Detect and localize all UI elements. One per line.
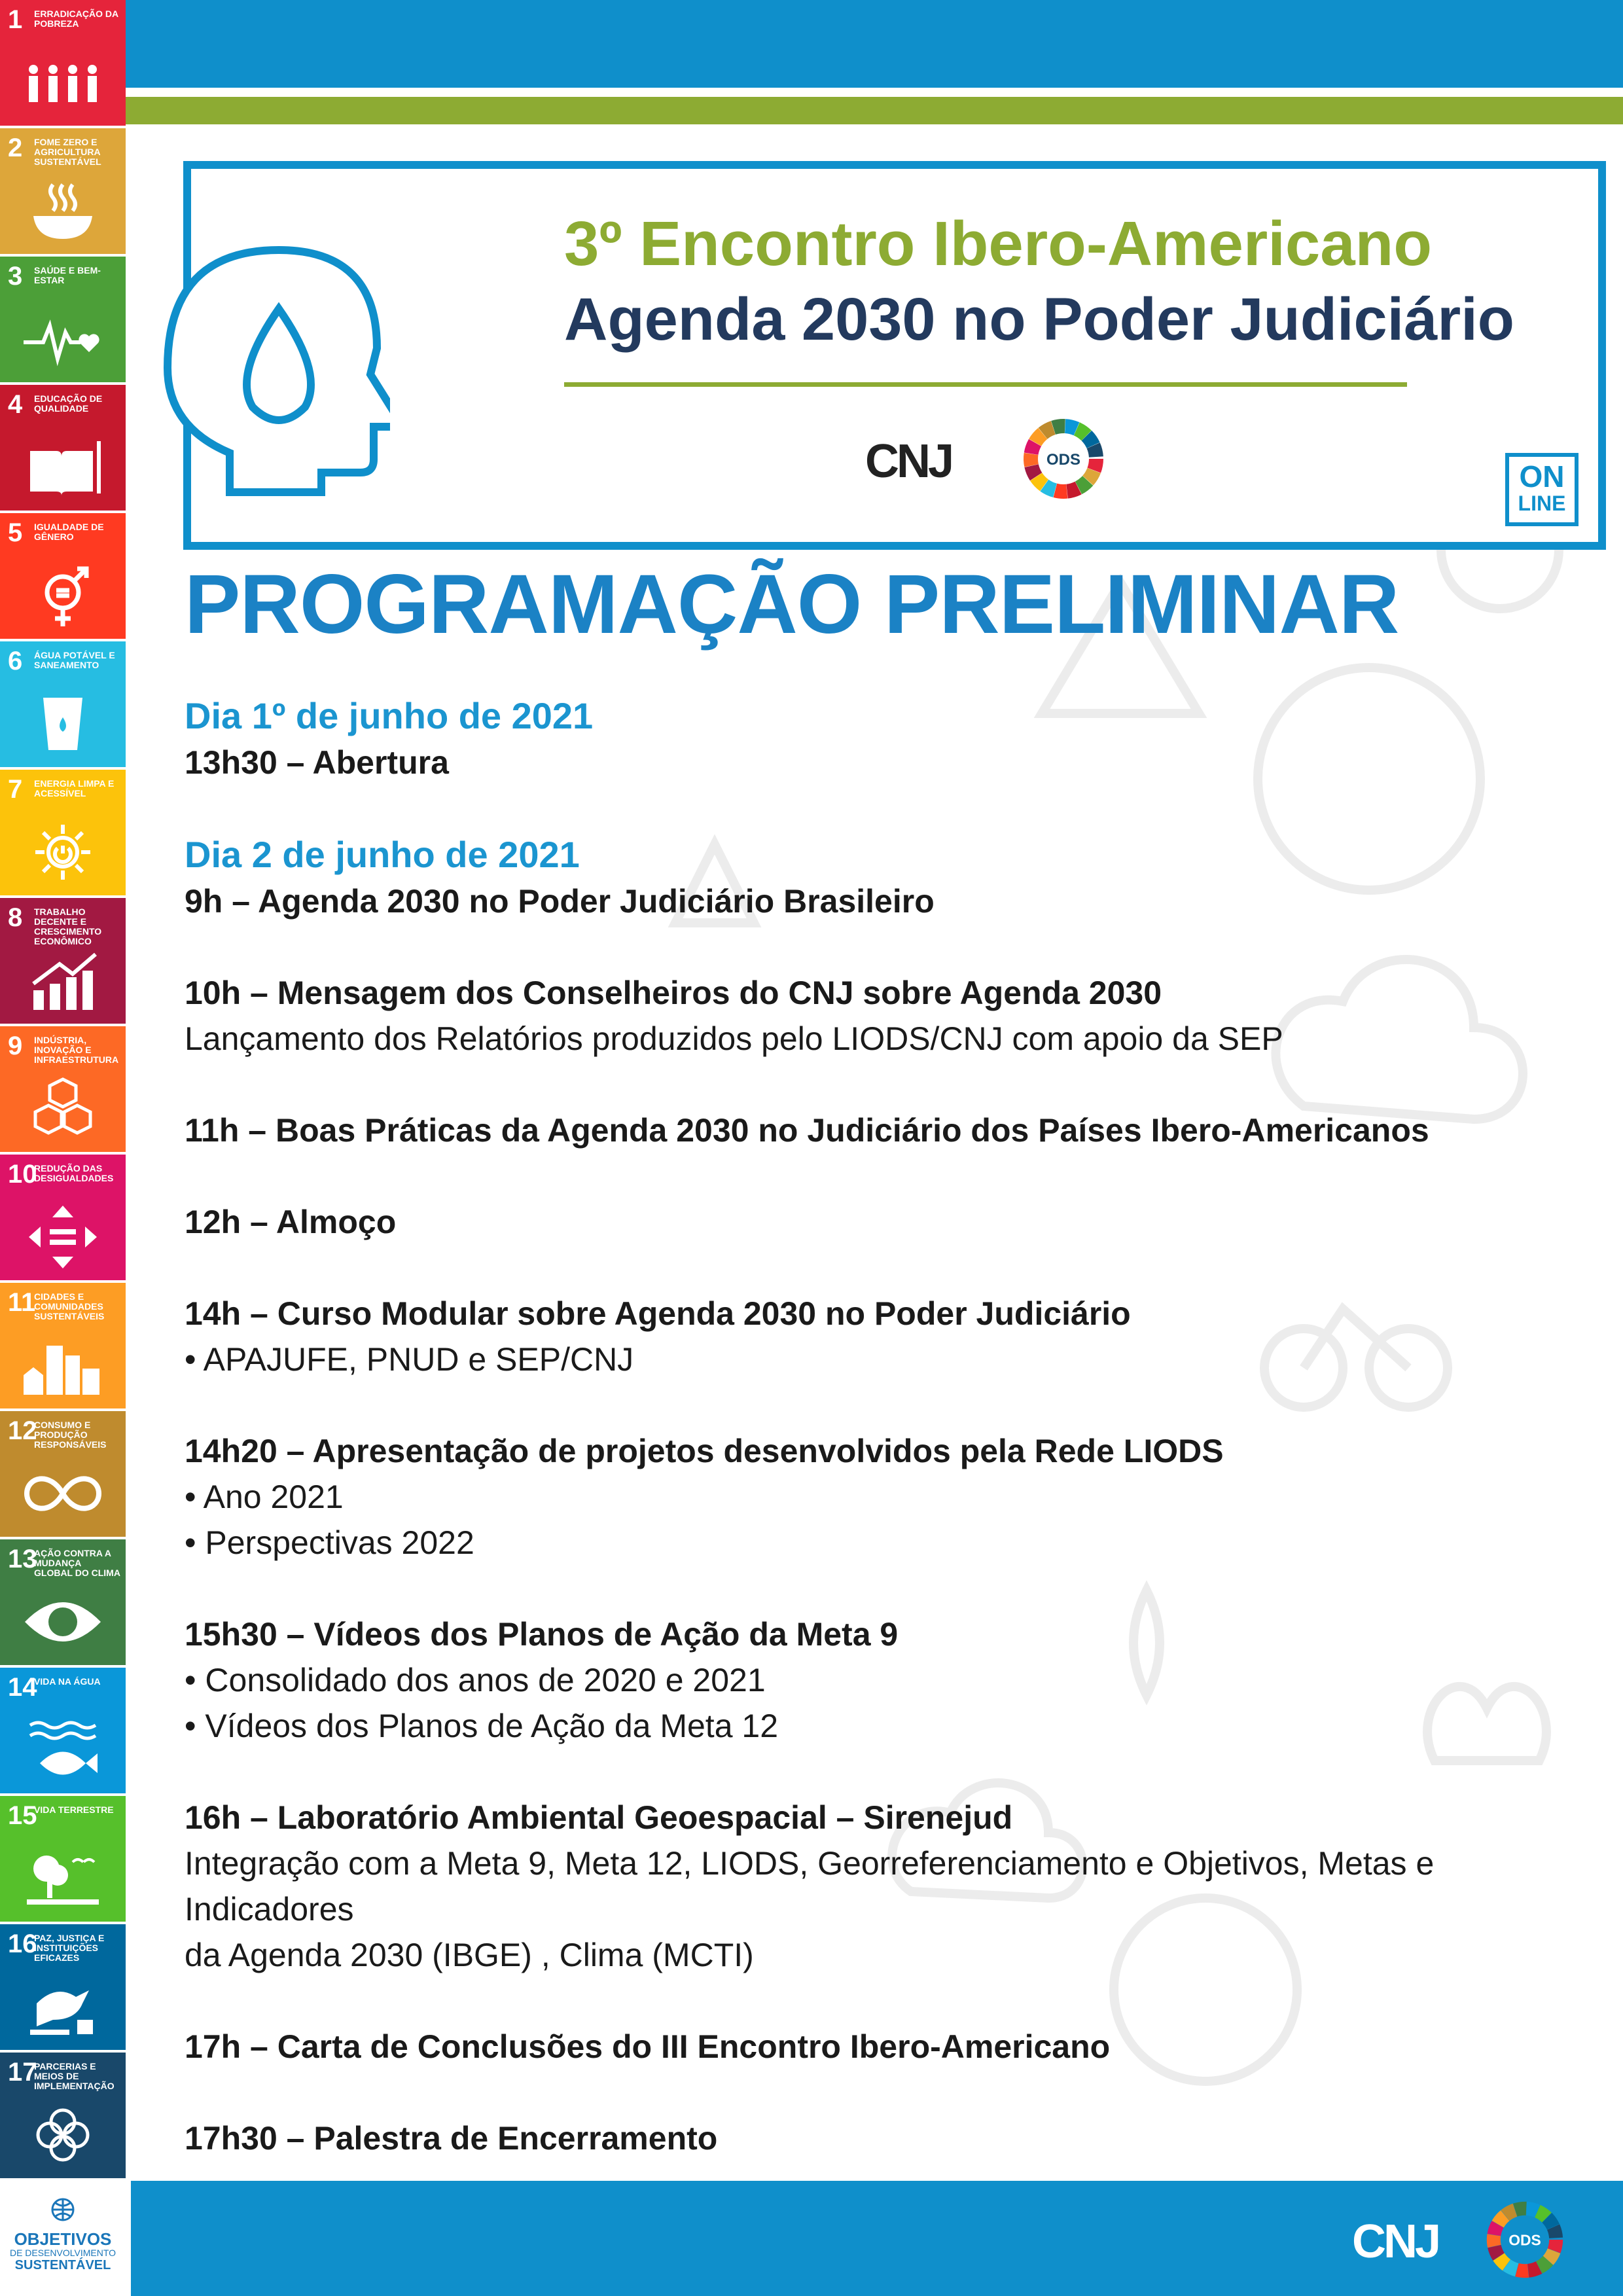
sdg-number: 3 xyxy=(8,262,23,291)
sdg-2-tile xyxy=(0,128,126,254)
cubes-icon xyxy=(24,1076,102,1141)
tree-icon xyxy=(24,1846,102,1911)
sdg-number: 9 xyxy=(8,1031,23,1060)
gender-equality-icon xyxy=(24,563,102,628)
water-glass-icon xyxy=(24,691,102,757)
ods-wheel-text: ODS xyxy=(1046,451,1081,469)
sdg-11-tile xyxy=(0,1283,126,1408)
sdg-15-tile xyxy=(0,1796,126,1922)
sdg-4-tile xyxy=(0,385,126,511)
dove-gavel-icon xyxy=(24,1974,102,2039)
sdg-number: 5 xyxy=(8,518,23,547)
sdg-8-tile xyxy=(0,898,126,1024)
logo-line-1: OBJETIVOS xyxy=(14,2229,112,2249)
schedule-item: 12h – Almoço xyxy=(185,1204,397,1240)
sdg-number: 4 xyxy=(8,390,23,419)
sdg-label: CONSUMO E PRODUÇÃO RESPONSÁVEIS xyxy=(34,1420,107,1450)
sdg-label: REDUÇÃO DAS DESIGUALDADES xyxy=(34,1163,114,1183)
schedule xyxy=(185,692,1598,2161)
sun-power-icon xyxy=(24,819,102,885)
schedule-item: 17h30 – Palestra de Encerramento xyxy=(185,2120,718,2157)
sdg-14-tile xyxy=(0,1668,126,1793)
logo-line-2: DE DESENVOLVIMENTO xyxy=(9,2248,116,2258)
schedule-item: 11h – Boas Práticas da Agenda 2030 no Judiciário dos Países Ibero-Americanos xyxy=(185,1112,1429,1149)
schedule-item-detail: • APAJUFE, PNUD e SEP/CNJ xyxy=(185,1341,634,1378)
footer-ods-wheel-text: ODS xyxy=(1508,2231,1541,2249)
sdg-3-tile xyxy=(0,257,126,382)
people-icon xyxy=(24,50,102,115)
book-icon xyxy=(24,435,102,500)
footer-cnj-logo: CNJ xyxy=(1352,2215,1439,2268)
title-divider xyxy=(564,382,1407,387)
schedule-item-detail: Lançamento dos Relatórios produzidos pelo LIODS/CNJ com apoio da SEP xyxy=(185,1020,1283,1057)
sdg-label: ERRADICAÇÃO DA POBREZA xyxy=(34,9,118,29)
ods-wheel-logo xyxy=(1021,416,1106,501)
sdg-number: 1 xyxy=(8,5,23,34)
sdg-label: AÇÃO CONTRA A MUDANÇA GLOBAL DO CLIMA xyxy=(34,1548,120,1578)
sdg-17-tile xyxy=(0,2053,126,2178)
schedule-item-detail: da Agenda 2030 (IBGE) , Clima (MCTI) xyxy=(185,1937,754,1973)
schedule-item: 10h – Mensagem dos Conselheiros do CNJ sobre Agenda 2030 xyxy=(185,975,1162,1011)
sdg-number: 12 xyxy=(8,1416,37,1445)
schedule-item: 13h30 – Abertura xyxy=(185,744,449,781)
sdg-label: INDÚSTRIA, INOVAÇÃO E INFRAESTRUTURA xyxy=(34,1035,119,1065)
fish-icon xyxy=(24,1717,102,1783)
top-green-bar xyxy=(126,97,1623,124)
schedule-item: 15h30 – Vídeos dos Planos de Ação da Meta 9 xyxy=(185,1616,899,1653)
sdg-10-tile xyxy=(0,1155,126,1280)
sdg-number: 6 xyxy=(8,647,23,675)
sdg-number: 11 xyxy=(8,1288,36,1317)
logo-line-3: SUSTENTÁVEL xyxy=(14,2258,111,2272)
sdg-1-tile xyxy=(0,0,126,126)
sdg-number: 14 xyxy=(8,1673,37,1702)
sdg-number: 10 xyxy=(8,1160,37,1189)
day-1-heading: Dia 1º de junho de 2021 xyxy=(185,695,594,736)
footer-ods-wheel-logo xyxy=(1484,2199,1565,2280)
schedule-item: 14h – Curso Modular sobre Agenda 2030 no Poder Judiciário xyxy=(185,1295,1131,1332)
sdg-label: ENERGIA LIMPA E ACESSÍVEL xyxy=(34,778,115,798)
sdg-label: EDUCAÇÃO DE QUALIDADE xyxy=(34,393,103,414)
schedule-item-detail: • Ano 2021 xyxy=(185,1479,344,1515)
schedule-item: 17h – Carta de Conclusões do III Encontro Ibero-Americano xyxy=(185,2028,1111,2065)
sdg-number: 17 xyxy=(8,2058,37,2087)
sdg-label: VIDA TERRESTRE xyxy=(34,1804,114,1815)
sdg-16-tile xyxy=(0,1924,126,2050)
schedule-item-detail: • Consolidado dos anos de 2020 e 2021 xyxy=(185,1662,766,1698)
growth-chart-icon xyxy=(24,948,102,1013)
sdg-number: 15 xyxy=(8,1801,37,1830)
infinity-icon xyxy=(24,1461,102,1526)
sdg-label: PARCERIAS E MEIOS DE IMPLEMENTAÇÃO xyxy=(34,2061,115,2091)
sdg-label: ÁGUA POTÁVEL E SANEAMENTO xyxy=(34,650,115,670)
schedule-item-detail: • Perspectivas 2022 xyxy=(185,1524,474,1561)
sdg-label: CIDADES E COMUNIDADES SUSTENTÁVEIS xyxy=(34,1291,105,1321)
sdg-label: PAZ, JUSTIÇA E INSTITUIÇÕES EFICAZES xyxy=(34,1933,105,1963)
sdg-sidebar xyxy=(0,0,126,2296)
top-blue-bar xyxy=(126,0,1623,88)
sdg-label: IGUALDADE DE GÊNERO xyxy=(34,522,104,542)
eye-globe-icon xyxy=(24,1589,102,1655)
sdg-number: 13 xyxy=(8,1545,37,1573)
sdg-6-tile xyxy=(0,641,126,767)
sdg-label: SAÚDE E BEM-ESTAR xyxy=(34,265,101,285)
sdg-label: FOME ZERO E AGRICULTURA SUSTENTÁVEL xyxy=(34,137,101,167)
online-badge xyxy=(1505,453,1578,526)
event-title-line-1: 3º Encontro Ibero-Americano xyxy=(564,209,1432,279)
head-water-drop-icon xyxy=(154,237,390,499)
sdg-number: 8 xyxy=(8,903,23,932)
sdg-number: 7 xyxy=(8,775,23,804)
un-globe-icon xyxy=(50,2197,76,2223)
schedule-item: 16h – Laboratório Ambiental Geoespacial – Sirenejud xyxy=(185,1799,1013,1836)
schedule-item-detail: • Vídeos dos Planos de Ação da Meta 12 xyxy=(185,1708,779,1744)
online-badge-line-2: LINE xyxy=(1518,492,1566,515)
program-title: PROGRAMAÇÃO PRELIMINAR xyxy=(185,558,1399,651)
schedule-item: 14h20 – Apresentação de projetos desenvolvidos pela Rede LIODS xyxy=(185,1433,1224,1469)
schedule-item-detail: Integração com a Meta 9, Meta 12, LIODS, Georreferenciamento e Objetivos, Metas e Indicadores xyxy=(185,1845,1435,1928)
city-icon xyxy=(24,1333,102,1398)
sdg-9-tile xyxy=(0,1026,126,1152)
schedule-item: 9h – Agenda 2030 no Poder Judiciário Brasileiro xyxy=(185,883,935,920)
online-badge-line-1: ON xyxy=(1519,459,1565,493)
partnership-flower-icon xyxy=(24,2102,102,2168)
sdg-logo xyxy=(0,2179,126,2296)
sdg-number: 16 xyxy=(8,1929,37,1958)
sdg-5-tile xyxy=(0,513,126,639)
bowl-icon xyxy=(24,178,102,243)
heartbeat-icon xyxy=(24,306,102,372)
cnj-logo: CNJ xyxy=(865,435,952,488)
sdg-number: 2 xyxy=(8,134,23,162)
sdg-label: TRABALHO DECENTE E CRESCIMENTO ECONÔMICO xyxy=(34,906,102,946)
sdg-13-tile xyxy=(0,1539,126,1665)
day-2-heading: Dia 2 de junho de 2021 xyxy=(185,834,580,875)
inequality-arrows-icon xyxy=(24,1204,102,1270)
sdg-label: VIDA NA ÁGUA xyxy=(34,1676,101,1687)
sdg-12-tile xyxy=(0,1411,126,1537)
event-title-line-2: Agenda 2030 no Poder Judiciário xyxy=(564,286,1514,353)
sdg-7-tile xyxy=(0,770,126,895)
